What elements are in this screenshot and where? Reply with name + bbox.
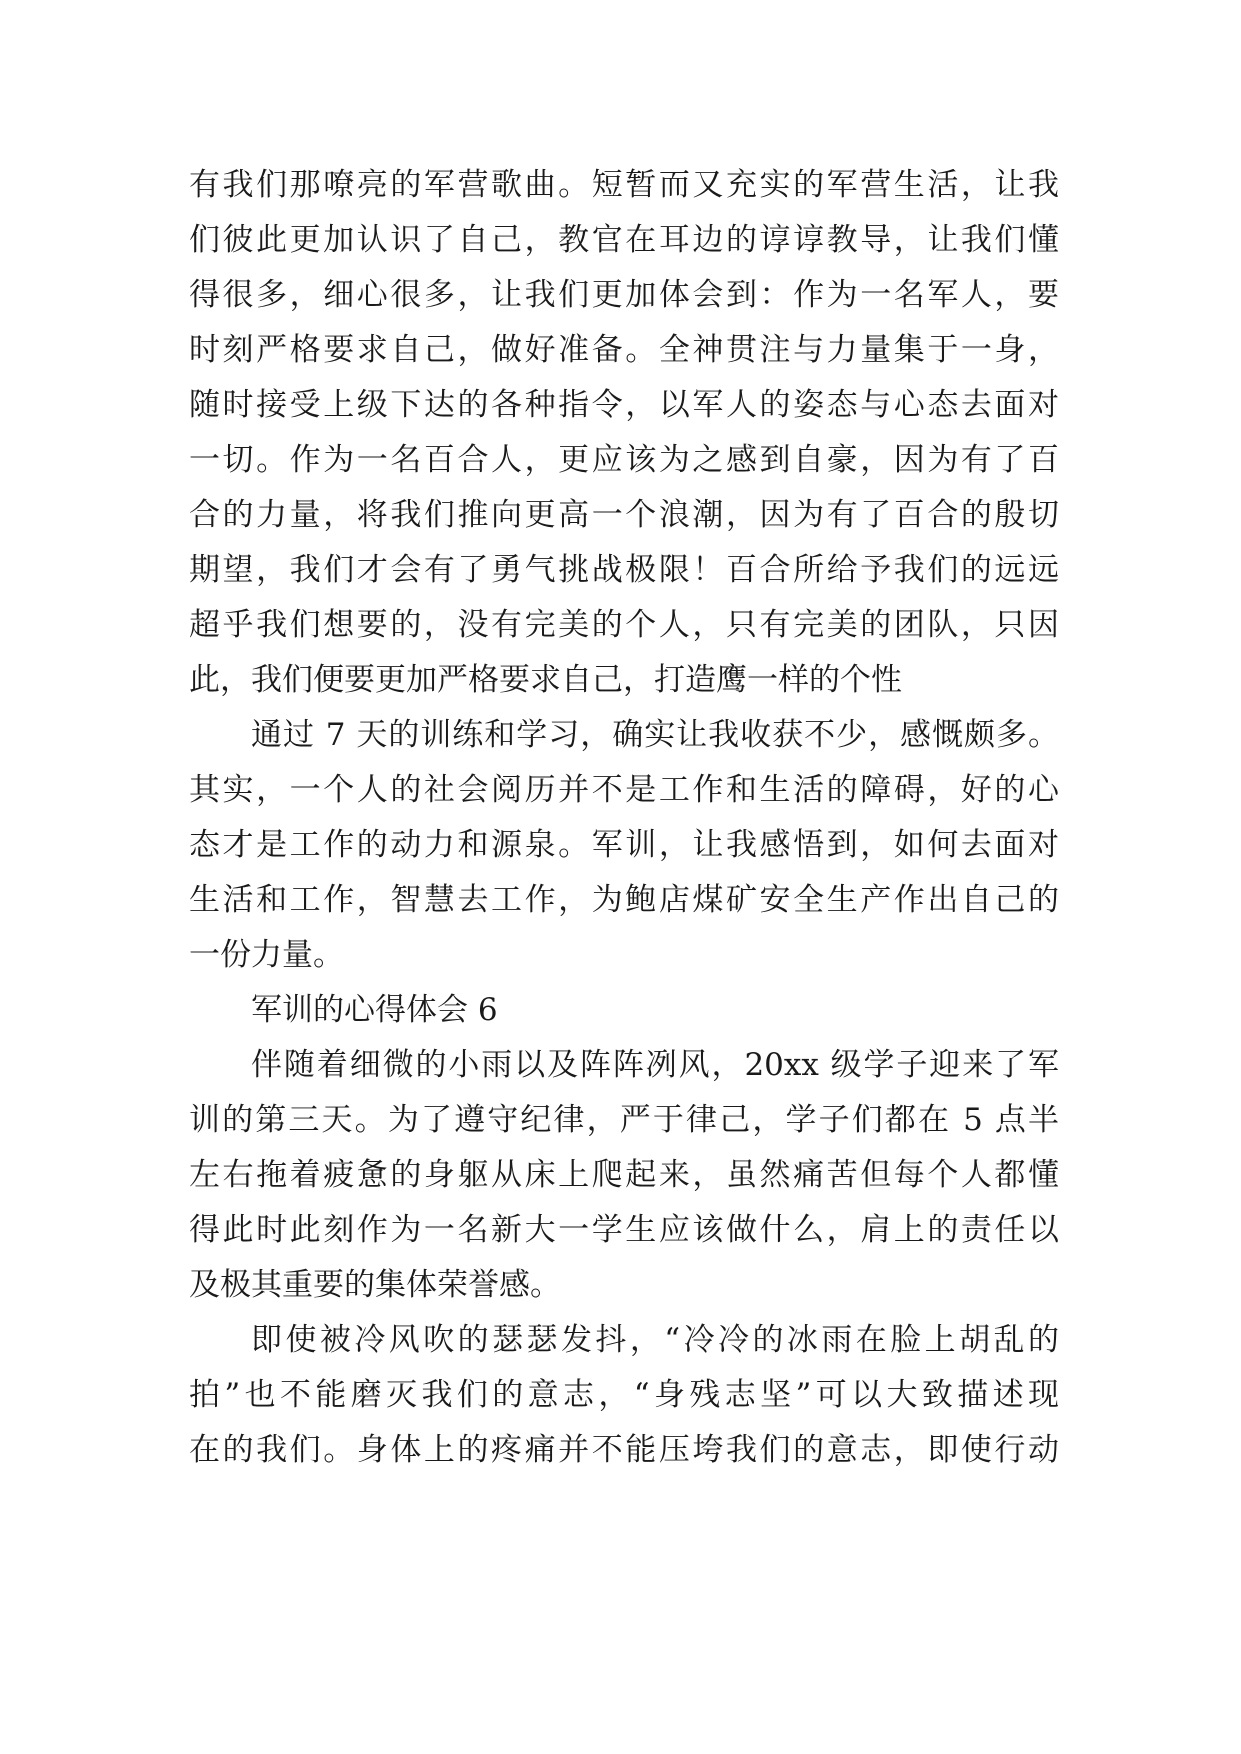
text-line: 有我们那嘹亮的军营歌曲。短暂而又充实的军营生活，让我 [189,167,1059,203]
paragraph-start-line: 伴随着细微的小雨以及阵阵冽风，20xx 级学子迎来了军 [251,1047,1059,1083]
paragraph-start-line: 即使被冷风吹的瑟瑟发抖，“冷冷的冰雨在脸上胡乱的 [251,1322,1059,1358]
text-line: 得很多，细心很多，让我们更加体会到：作为一名军人，要 [189,277,1059,313]
text-line: 及极其重要的集体荣誉感。 [189,1267,561,1303]
text-line: 们彼此更加认识了自己，教官在耳边的谆谆教导，让我们懂 [189,222,1059,258]
text-line: 得此时此刻作为一名新大一学生应该做什么，肩上的责任以 [189,1212,1059,1248]
text-line: 左右拖着疲惫的身躯从床上爬起来，虽然痛苦但每个人都懂 [189,1157,1059,1193]
text-line: 生活和工作，智慧去工作，为鲍店煤矿安全生产作出自己的 [189,882,1059,918]
text-line: 训的第三天。为了遵守纪律，严于律己，学子们都在 5 点半 [189,1102,1059,1138]
text-line: 期望，我们才会有了勇气挑战极限！百合所给予我们的远远 [189,552,1059,588]
text-line: 超乎我们想要的，没有完美的个人，只有完美的团队，只因 [189,607,1059,643]
section-heading: 军训的心得体会 6 [251,992,498,1028]
text-line: 拍”也不能磨灭我们的意志，“身残志坚”可以大致描述现 [189,1377,1059,1413]
text-line: 合的力量，将我们推向更高一个浪潮，因为有了百合的殷切 [189,497,1059,533]
document-body [189,158,1059,1478]
text-line: 在的我们。身体上的疼痛并不能压垮我们的意志，即使行动 [189,1432,1059,1468]
text-line: 时刻严格要求自己，做好准备。全神贯注与力量集于一身， [189,332,1059,368]
paragraph-start-line: 通过 7 天的训练和学习，确实让我收获不少，感慨颇多。 [251,717,1059,753]
text-line: 此，我们便要更加严格要求自己，打造鹰一样的个性 [189,662,902,698]
text-line: 一切。作为一名百合人，更应该为之感到自豪，因为有了百 [189,442,1059,478]
text-line: 其实，一个人的社会阅历并不是工作和生活的障碍，好的心 [189,772,1059,808]
text-line: 态才是工作的动力和源泉。军训，让我感悟到，如何去面对 [189,827,1059,863]
text-line: 一份力量。 [189,937,344,973]
text-line: 随时接受上级下达的各种指令，以军人的姿态与心态去面对 [189,387,1059,423]
